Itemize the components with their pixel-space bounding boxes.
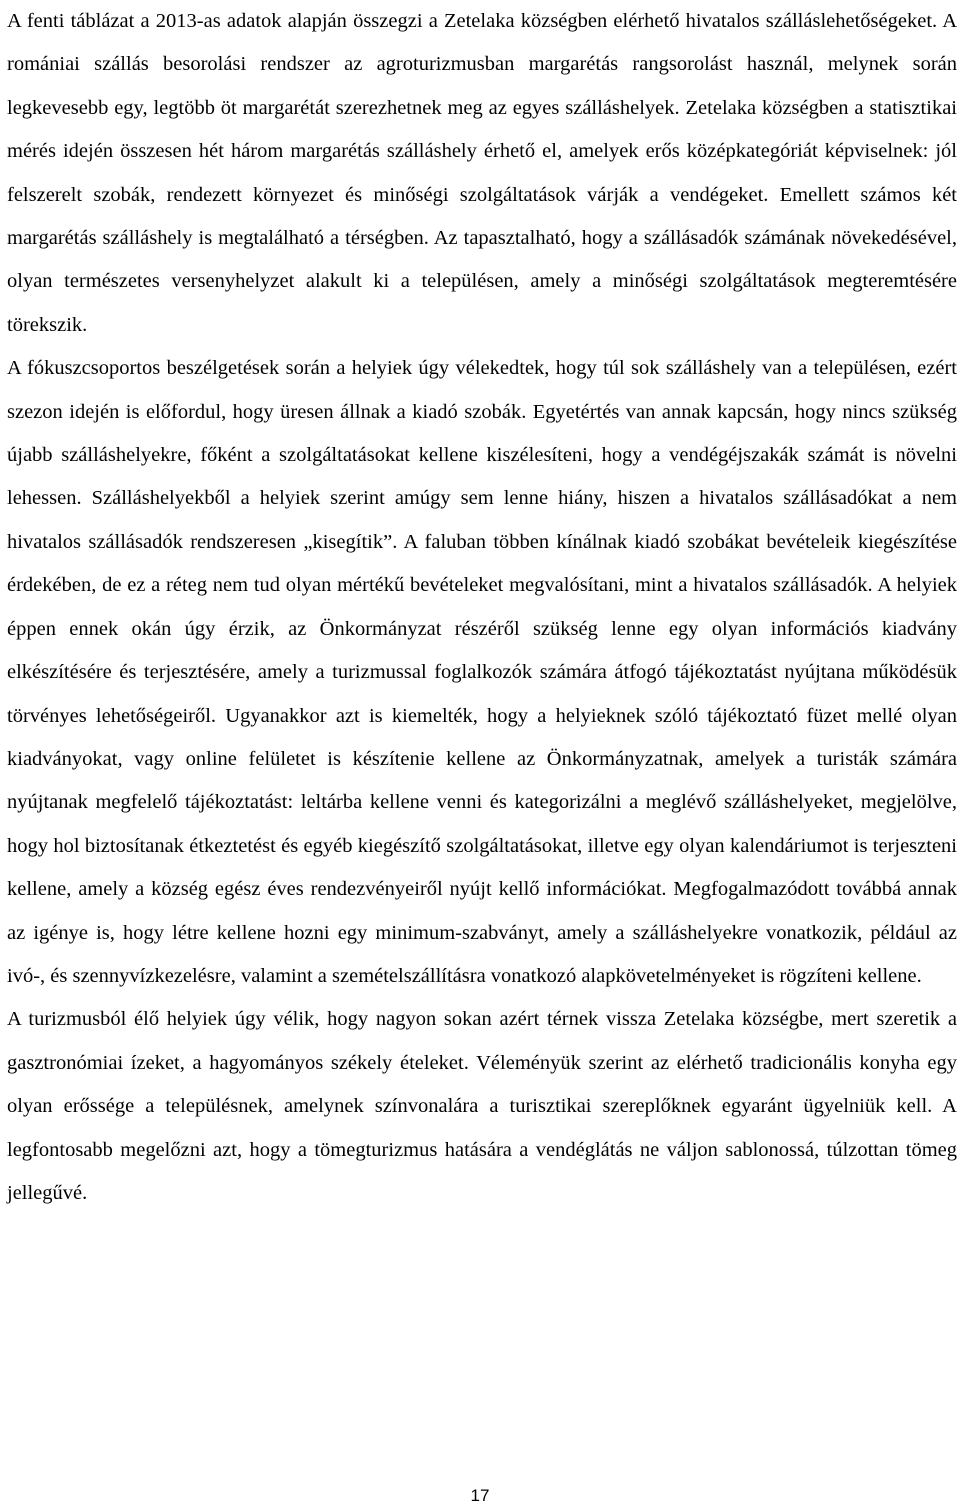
paragraph-gastronomy: A turizmusból élő helyiek úgy vélik, hogy nagyon sokan azért térnek vissza Zetelaka községbe, mert szeretik a gasztronómiai ízeket, a hagyományos székely ételeket. Véleményük szerint az elérhető tradicionális konyha egy olyan erőssége a településnek, amelynek színvonalára a turisztikai szereplőknek egyaránt ügyelniük kell. A legfontosabb megelőzni azt, hogy a tömegturizmus hatására a vendéglátás ne váljon sablonossá, túlzottan tömeg jellegűvé. [7,1008,957,1204]
page-number: 17 [470,1486,490,1505]
paragraph-focus-group-findings: A fókuszcsoportos beszélgetések során a helyiek úgy vélekedtek, hogy túl sok szálláshely van a településen, ezért szezon idején is előfordul, hogy üresen állnak a kiadó szobák. Egyetértés van annak kapcsán, hogy nincs szükség újabb szálláshelyekre, főként a szolgáltatásokat kellene kiszélesíteni, hogy a vendégéjszakák számát is növelni lehessen. Szálláshelyekből a helyiek szerint amúgy sem lenne hiány, hiszen a hivatalos szállásadókat a nem hivatalos szállásadók rendszeresen „kisegítik”. A faluban többen kínálnak kiadó szobákat bevételeik kiegészítése érdekében, de ez a réteg nem tud olyan mértékű bevételeket megvalósítani, mint a hivatalos szállásadók. A helyiek éppen ennek okán úgy érzik, az Önkormányzat részéről szükség lenne egy olyan információs kiadvány elkészítésére és terjesztésére, amely a turizmussal foglalkozók számára átfogó tájékoztatást nyújtana működésük törvényes lehetőségeiről. Ugyanakkor azt is kiemelték, hogy a helyieknek szóló tájékoztató füzet mellé olyan kiadványokat, vagy online felületet is készítenie kellene az Önkormányzatnak, amelyek a turisták számára nyújtanak megfelelő tájékoztatást: leltárba kellene venni és kategorizálni a meglévő szálláshelyeket, megjelölve, hogy hol biztosítanak étkeztetést és egyéb kiegészítő szolgáltatásokat, illetve egy olyan kalendáriumot is terjeszteni kellene, amely a község egész éves rendezvényeiről nyújt kellő információkat. Megfogalmazódott továbbá annak az igénye is, hogy létre kellene hozni egy minimum-szabványt, amely a szálláshelyekre vonatkozik, például az ivó-, és szennyvízkezelésre, valamint a szemételszállításra vonatkozó alapkövetelményeket is rögzíteni kellene. [7,357,957,987]
document-page [7,0,957,1215]
paragraph-accommodation-summary: A fenti táblázat a 2013-as adatok alapján összegzi a Zetelaka községben elérhető hivatalos szálláslehetőségeket. A romániai szállás besorolási rendszer az agroturizmusban margarétás rangsorolást használ, melynek során legkevesebb egy, legtöbb öt margarétát szerezhetnek meg az egyes szálláshelyek. Zetelaka községben a statisztikai mérés idején összesen hét három margarétás szálláshely érhető el, amelyek erős középkategóriát képviselnek: jól felszerelt szobák, rendezett környezet és minőségi szolgáltatások várják a vendégeket. Emellett számos két margarétás szálláshely is megtalálható a térségben. Az tapasztalható, hogy a szállásadók számának növekedésével, olyan természetes versenyhelyzet alakult ki a településen, amely a minőségi szolgáltatások megteremtésére törekszik. [7,10,957,336]
